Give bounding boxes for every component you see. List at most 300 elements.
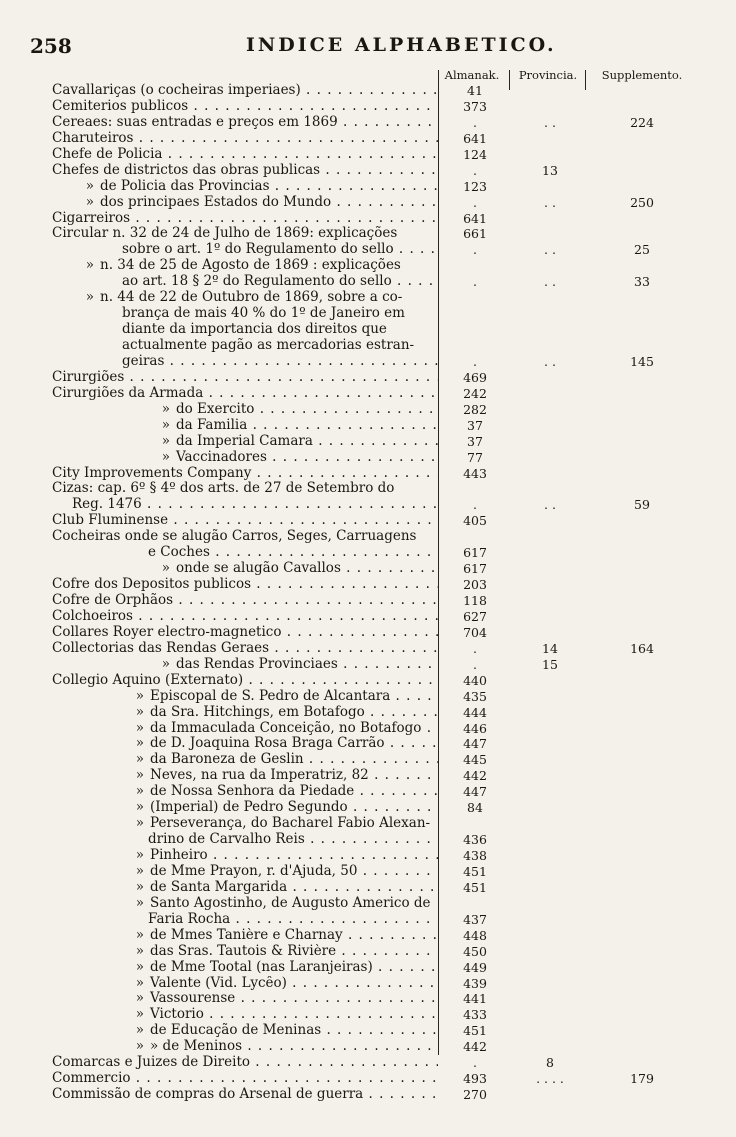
entry-text [122,944,438,960]
almanak-page: 373 [463,98,487,114]
index-entry [0,354,736,370]
almanak-page: 661 [463,226,487,242]
index-entry [0,800,736,816]
almanak-page: 242 [463,385,487,401]
entry-text [52,513,438,529]
supplemento-page: 179 [630,1071,654,1087]
index-entry [0,466,736,482]
entry-label: das Sras. Tautois & Rivière [150,943,337,959]
entry-label: Cirurgiões da Armada [52,385,204,401]
entry-text [122,1023,438,1039]
ditto-mark: » [85,194,94,210]
entry-label: Cofre dos Depositos publicos [52,577,252,593]
almanak-page: . [473,497,477,513]
index-entry [0,211,736,227]
ditto-mark: » [161,433,170,449]
entry-text [122,306,438,322]
index-entry [0,115,736,131]
almanak-page: 451 [463,1023,487,1039]
almanak-page: 493 [463,1071,487,1087]
index-entry [0,545,736,561]
entry-text [122,274,438,290]
index-entry [0,386,736,402]
almanak-page: 435 [463,688,487,704]
ditto-mark: » [85,290,94,306]
index-entry [0,163,736,179]
entry-label: Cereaes: suas entradas e preços em 1869 [52,114,338,130]
almanak-page: 617 [463,561,487,577]
entry-text [52,370,438,386]
ditto-mark: » [135,959,144,975]
entry-label: brança de mais 40 % do 1º de Janeiro em [122,306,405,322]
entry-text [148,832,438,848]
column-header-almanak: Almanak. [444,68,500,82]
entry-label: ao art. 18 § 2º do Regulamento do sello [122,274,392,290]
index-entry [0,529,736,545]
entry-text [122,896,438,912]
ditto-mark: » [161,656,170,672]
index-entry [0,1055,736,1071]
entry-text [72,258,438,274]
entry-text [122,322,438,338]
entry-label: Cigarreiros [52,210,131,226]
index-entry [0,864,736,880]
ditto-mark: » [135,895,144,911]
almanak-page: 444 [463,704,487,720]
ditto-mark: » [135,863,144,879]
index-entry [0,705,736,721]
entry-text [52,641,438,657]
supplemento-page: 250 [630,194,654,210]
entry-text [52,1071,438,1087]
ditto-mark: » [85,258,94,274]
entry-label: Vaccinadores [176,449,267,465]
entry-label: Collectorias das Rendas Geraes [52,640,270,656]
index-entry [0,242,736,258]
entry-text [52,211,438,227]
entry-label: da Baroneza de Geslin [150,752,304,768]
provincia-page: 8 [546,1055,554,1071]
almanak-page: 438 [463,848,487,863]
almanak-page: 446 [463,720,487,736]
entry-text [122,752,438,768]
entry-text [52,99,438,115]
entry-text [122,768,438,784]
entry-text [122,354,438,370]
index-entry [0,561,736,577]
entry-label: de Nossa Senhora da Piedade [150,784,355,800]
index-entry [0,99,736,115]
entry-text [52,163,438,179]
supplemento-page: 25 [634,242,650,258]
almanak-page: . [473,640,477,656]
entry-text [122,721,438,737]
index-entry [0,481,736,497]
entry-text [52,386,438,402]
entry-text [52,131,438,147]
entry-label: Chefe de Policia [52,146,163,162]
entry-text [148,912,438,928]
ditto-mark: » [135,752,144,768]
entry-label: drino de Carvalho Reis [148,832,305,848]
almanak-page: . [473,114,477,130]
entry-text [148,545,438,561]
provincia-page: . . [544,194,556,210]
entry-text [122,800,438,816]
index-entry [0,896,736,912]
entry-label: de Mme Prayon, r. d'Ajuda, 50 [150,863,358,879]
entry-label: Collegio Aquino (Externato) [52,672,244,688]
entry-label: Episcopal de S. Pedro de Alcantara [150,688,391,704]
ditto-mark: » [135,927,144,943]
provincia-page: . . [544,114,556,130]
ditto-mark: » [135,1007,144,1023]
entry-text [148,402,438,418]
index-entry [0,991,736,1007]
entry-text [148,657,438,673]
index-entry [0,1039,736,1055]
supplemento-page: 59 [634,497,650,513]
entry-label: Colchoeiros [52,608,133,624]
entry-label: Cizas: cap. 6º § 4º dos arts. de 27 de Setembro do [52,481,395,497]
almanak-page: 641 [463,130,487,146]
almanak-page: . [473,194,477,210]
almanak-page: 442 [463,768,487,784]
almanak-page: 449 [463,959,487,975]
almanak-page: 282 [463,401,487,417]
entry-text [52,673,438,689]
entry-label: diante da importancia dos direitos que [122,322,387,338]
entry-label: de Policia das Provincias [100,178,270,194]
almanak-page: 124 [463,146,487,162]
entry-text [52,147,438,163]
almanak-page: 440 [463,672,487,688]
entry-text [122,689,438,705]
provincia-page: 15 [542,656,558,672]
index-entry [0,179,736,195]
index-entry [0,338,736,354]
entry-text [122,784,438,800]
ditto-mark: » [135,1023,144,1039]
entry-label: Circular n. 32 de 24 de Julho de 1869: explicações [52,226,398,242]
almanak-page: 123 [463,178,487,194]
index-entry [0,258,736,274]
page-title: INDICE ALPHABETICO. [246,34,557,56]
index-entry [0,641,736,657]
entry-label: onde se alugão Cavallos [176,561,341,577]
almanak-page: . [473,162,477,178]
almanak-page: 41 [467,83,483,98]
entry-text [52,226,438,242]
index-entry [0,370,736,386]
almanak-page: 84 [467,800,483,816]
entry-label: da Familia [176,417,248,433]
entry-label: Cavallariças (o cocheiras imperiaes) [52,83,301,98]
almanak-page: . [473,274,477,290]
almanak-page: 270 [463,1087,487,1103]
entry-label: Reg. 1476 [72,497,142,513]
index-entry [0,593,736,609]
entry-text [148,434,438,450]
almanak-page: 439 [463,975,487,991]
almanak-page: 442 [463,1039,487,1055]
entry-label: de Mmes Tanière e Charnay [150,927,343,943]
entry-label: Comarcas e Juizes de Direito [52,1055,250,1071]
entry-label: Cofre de Orphãos [52,593,174,608]
ditto-mark: » [161,417,170,433]
index-entry [0,625,736,641]
index-entry [0,960,736,976]
entry-label: dos principaes Estados do Mundo [100,194,332,210]
entry-text [52,577,438,593]
entry-text [122,864,438,880]
entry-text [148,418,438,434]
page-number: 258 [30,34,72,58]
entry-label: de Educação de Meninas [150,1023,322,1039]
provincia-page: . . [544,242,556,258]
entry-label: n. 34 de 25 de Agosto de 1869 : explicações [100,258,401,274]
entry-label: de Mme Tootal (nas Laranjeiras) [150,959,373,975]
entry-label: Commercio [52,1071,131,1087]
ditto-mark: » [135,784,144,800]
almanak-page: 451 [463,879,487,895]
entry-label: Pinheiro [150,848,208,863]
index-entry [0,322,736,338]
entry-label: Victorio [150,1007,204,1023]
entry-text [52,83,438,99]
almanak-page: 77 [467,449,483,465]
supplemento-page: 145 [630,353,654,369]
almanak-page: 704 [463,624,487,640]
almanak-page: 445 [463,752,487,768]
index-entry [0,402,736,418]
ditto-mark: » [161,561,170,577]
ditto-mark: » [85,178,94,194]
entry-text [122,1039,438,1055]
index-entry [0,450,736,466]
provincia-page: . . [544,497,556,513]
entry-label: da Sra. Hitchings, em Botafogo [150,704,365,720]
index-entry [0,577,736,593]
index-entry [0,976,736,992]
entry-text [122,338,438,354]
almanak-page: 37 [467,433,483,449]
entry-text [72,179,438,195]
provincia-page: 14 [542,640,558,656]
almanak-page: 627 [463,608,487,624]
almanak-page: 203 [463,577,487,593]
entry-label: actualmente pagão as mercadorias estran- [122,338,415,353]
ditto-mark: » [135,800,144,816]
provincia-page: . . [544,353,556,369]
index-entry [0,609,736,625]
entry-label: n. 44 de 22 de Outubro de 1869, sobre a co- [100,290,403,306]
entry-label: Neves, na rua da Imperatriz, 82 [150,768,369,784]
almanak-page: 450 [463,943,487,959]
index-entry [0,83,736,99]
entry-label: Cirurgiões [52,369,125,385]
entry-text [52,609,438,625]
ditto-mark: » [135,991,144,1007]
entry-text [122,242,438,258]
entry-label: Cocheiras onde se alugão Carros, Seges, Carruagens [52,529,417,545]
ditto-mark: » [135,975,144,991]
entry-label: Santo Agostinho, de Augusto Americo de [150,895,431,911]
entry-label: geiras [122,353,165,369]
ditto-mark: » [135,848,144,863]
ditto-mark: » [135,720,144,736]
entry-label: de Santa Margarida [150,879,288,895]
almanak-page: 469 [463,369,487,385]
entry-label: da Imperial Camara [176,433,313,449]
index-entry [0,274,736,290]
almanak-page: 451 [463,863,487,879]
almanak-page: 37 [467,417,483,433]
almanak-page: . [473,656,477,672]
entry-label: Cemiterios publicos [52,98,189,114]
entry-text [122,991,438,1007]
almanak-page: 433 [463,1007,487,1023]
provincia-page: 13 [542,162,558,178]
entry-label: Vassourense [150,991,236,1007]
almanak-page: 617 [463,545,487,561]
index-entry [0,434,736,450]
supplemento-page: 224 [630,114,654,130]
index-entry [0,657,736,673]
index-entry [0,497,736,513]
provincia-page: . . [544,274,556,290]
almanak-page: 447 [463,784,487,800]
entry-label: Faria Rocha [148,911,231,927]
supplemento-page: 164 [630,640,654,656]
ditto-mark: » [135,943,144,959]
almanak-page: . [473,353,477,369]
entry-text [52,593,438,609]
entry-label: Collares Royer electro-magnetico [52,624,282,640]
entry-text [52,1087,438,1103]
entry-text [122,976,438,992]
provincia-page: . . . . [536,1071,564,1087]
almanak-page: 448 [463,927,487,943]
index-entry [0,290,736,306]
index-entry [0,784,736,800]
entry-text [52,481,438,497]
index-entry [0,1087,736,1103]
entry-text [122,705,438,721]
entry-text [122,848,438,864]
entry-text [122,880,438,896]
entry-label: Chefes de districtos das obras publicas [52,162,321,178]
index-entry [0,195,736,211]
index-entry [0,816,736,832]
entry-label: da Immaculada Conceição, no Botafogo [150,720,422,736]
ditto-mark: » [135,688,144,704]
entry-text [148,561,438,577]
entry-text [52,529,438,545]
column-header-supplemento: Supplemento. [601,68,683,82]
index-entry [0,226,736,242]
index-entry [0,131,736,147]
index-entry [0,1007,736,1023]
entry-text [122,736,438,752]
entry-text [122,1007,438,1023]
ditto-mark: » [135,768,144,784]
entry-text [122,960,438,976]
entry-text [52,625,438,641]
almanak-page: 118 [463,593,487,608]
entry-text [52,1055,438,1071]
index-entry [0,689,736,705]
almanak-page: 443 [463,465,487,481]
entry-label: City Improvements Company [52,465,252,481]
almanak-page: . [473,242,477,258]
index-entry [0,928,736,944]
almanak-page: 441 [463,991,487,1007]
entry-label: Valente (Vid. Lycêo) [150,975,287,991]
entry-label: (Imperial) de Pedro Segundo [150,800,348,816]
column-header-provincia: Provincia. [518,68,578,82]
entry-label: e Coches [148,545,210,561]
almanak-page: . [473,1055,477,1071]
index-entry [0,1071,736,1087]
index-entry [0,880,736,896]
ditto-mark: » [161,449,170,465]
ditto-mark: » [135,736,144,752]
entry-label: das Rendas Provinciaes [176,656,338,672]
index-entry [0,912,736,928]
entry-text [122,816,438,832]
almanak-page: 437 [463,911,487,927]
index-entry [0,1023,736,1039]
index-entry [0,721,736,737]
almanak-page: 641 [463,210,487,226]
entry-text [148,450,438,466]
entry-text [72,290,438,306]
index-entry [0,848,736,864]
entry-label: Club Fluminense [52,513,169,529]
entry-text [52,115,438,131]
index-entry [0,418,736,434]
entry-text [72,195,438,211]
index-entry [0,944,736,960]
index-entry [0,736,736,752]
index-entry [0,306,736,322]
ditto-mark: » [135,1039,144,1055]
ditto-mark: » [161,401,170,417]
index-entry [0,513,736,529]
entry-label: de D. Joaquina Rosa Braga Carrão [150,736,385,752]
entry-label: do Exercito [176,401,255,417]
index-entry [0,673,736,689]
entry-label: Charuteiros [52,130,134,146]
entry-label: » de Meninos [150,1039,243,1055]
ditto-mark: » [135,879,144,895]
index-entries [0,83,736,1103]
entry-text [72,497,438,513]
entry-label: sobre o art. 1º do Regulamento do sello [122,242,394,258]
index-entry [0,752,736,768]
entry-label: Perseverança, do Bacharel Fabio Alexan- [150,816,431,832]
almanak-page: 436 [463,832,487,848]
entry-text [52,466,438,482]
supplemento-page: 33 [634,274,650,290]
entry-label: Commissão de compras do Arsenal de guerra [52,1087,364,1103]
ditto-mark: » [135,816,144,832]
ditto-mark: » [135,704,144,720]
almanak-page: 405 [463,513,487,529]
index-entry [0,147,736,163]
entry-text [122,928,438,944]
